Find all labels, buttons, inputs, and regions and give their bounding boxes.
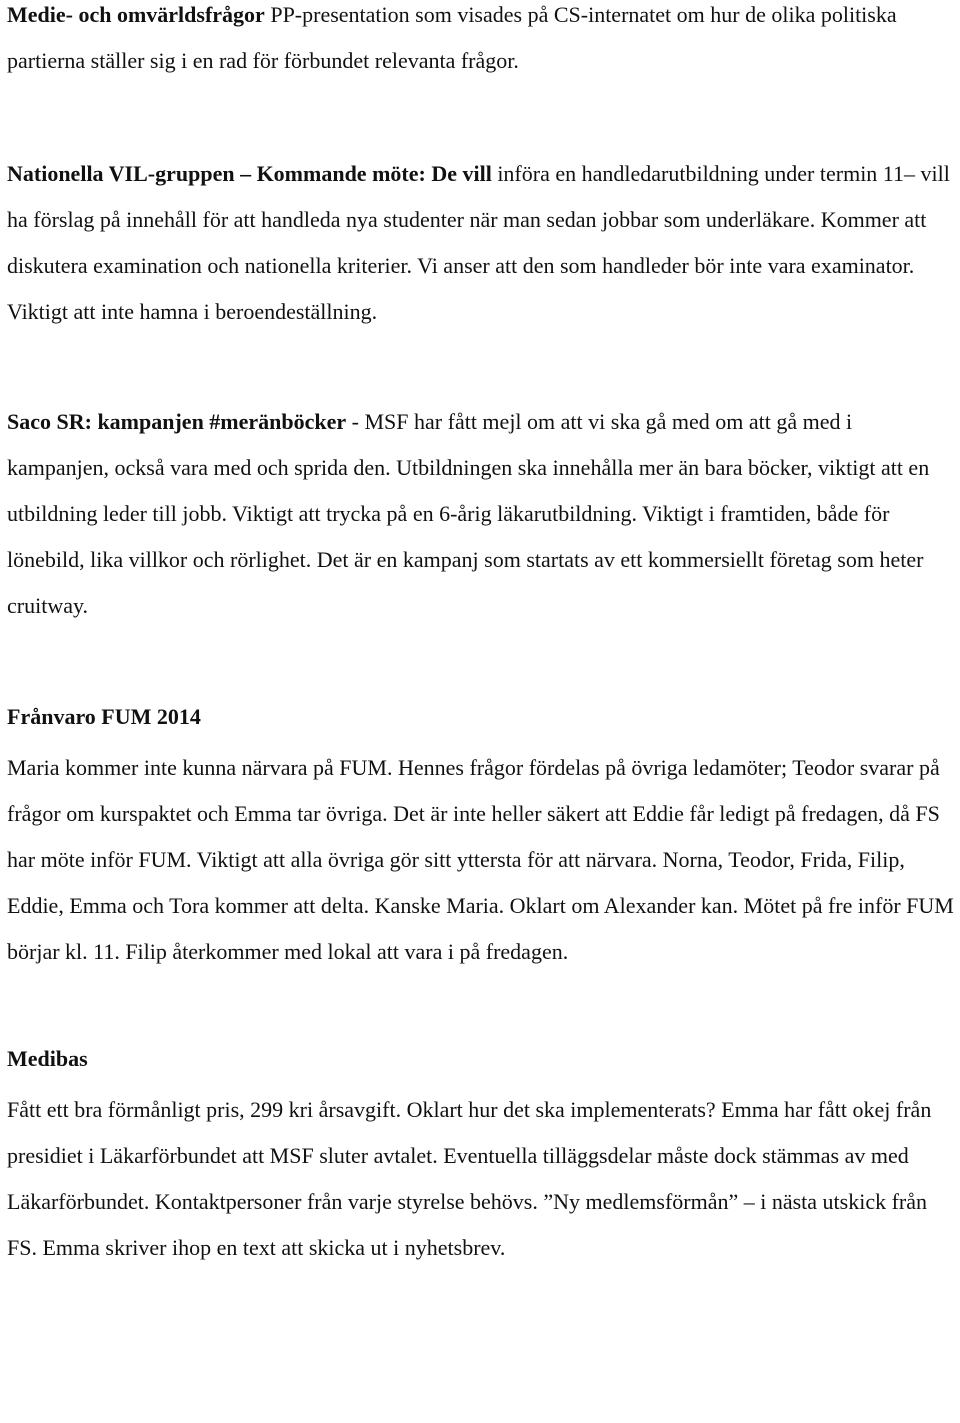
saco-paragraph [7, 399, 957, 629]
medie-text: PP-presentation som visades på CS-internatet om hur de olika politiska partierna ställer sig i en rad för förbundet relevanta frågor. [7, 2, 897, 73]
medie-heading: Medie- och omvärldsfrågor [7, 2, 265, 27]
franvaro-heading: Frånvaro FUM 2014 [7, 704, 201, 729]
medibas-text: Fått ett bra förmånligt pris, 299 kri årsavgift. Oklart hur det ska implementerats? Emma har fått okej från presidiet i Läkarförbundet att MSF sluter avtalet. Eventuella tilläggsdelar måste dock stämmas av med Läkarförbundet. Kontaktpersoner från varje styrelse behövs. ”Ny medlemsförmån” – i nästa utskick från FS. Emma skriver ihop en text att skicka ut i nyhetsbrev. [7, 1097, 932, 1260]
vil-paragraph [7, 151, 957, 335]
vil-heading: Nationella VIL-gruppen – Kommande möte: De vill [7, 161, 492, 186]
medibas-heading: Medibas [7, 1046, 88, 1071]
saco-text: - MSF har fått mejl om att vi ska gå med om att gå med i kampanjen, också vara med och sprida den. Utbildningen ska innehålla mer än bara böcker, viktigt att en utbildning leder till jobb. Viktigt att trycka på en 6-årig läkarutbildning. Viktigt i framtiden, både för lönebild, lika villkor och rörlighet. Det är en kampanj som startats av ett kommersiellt företag som heter cruitway. [7, 409, 930, 618]
franvaro-text: Maria kommer inte kunna närvara på FUM. Hennes frågor fördelas på övriga ledamöter; Teodor svarar på frågor om kurspaktet och Emma tar övriga. Det är inte heller säkert att Eddie får ledigt på fredagen, då FS har möte inför FUM. Viktigt att alla övriga gör sitt yttersta för att närvara. Norna, Teodor, Frida, Filip, Eddie, Emma och Tora kommer att delta. Kanske Maria. Oklart om Alexander kan. Mötet på fre inför FUM börjar kl. 11. Filip återkommer med lokal att vara i på fredagen. [7, 755, 954, 964]
saco-heading: Saco SR: kampanjen #meränböcker [7, 409, 347, 434]
medie-paragraph [7, 0, 957, 84]
document-page [7, 0, 957, 1271]
vil-text: införa en handledarutbildning under termin 11– vill ha förslag på innehåll för att handleda nya studenter när man sedan jobbar som underläkare. Kommer att diskutera examination och nationella kriterier. Vi anser att den som handleder bör inte vara examinator. Viktigt att inte hamna i beroendeställning. [7, 161, 950, 324]
